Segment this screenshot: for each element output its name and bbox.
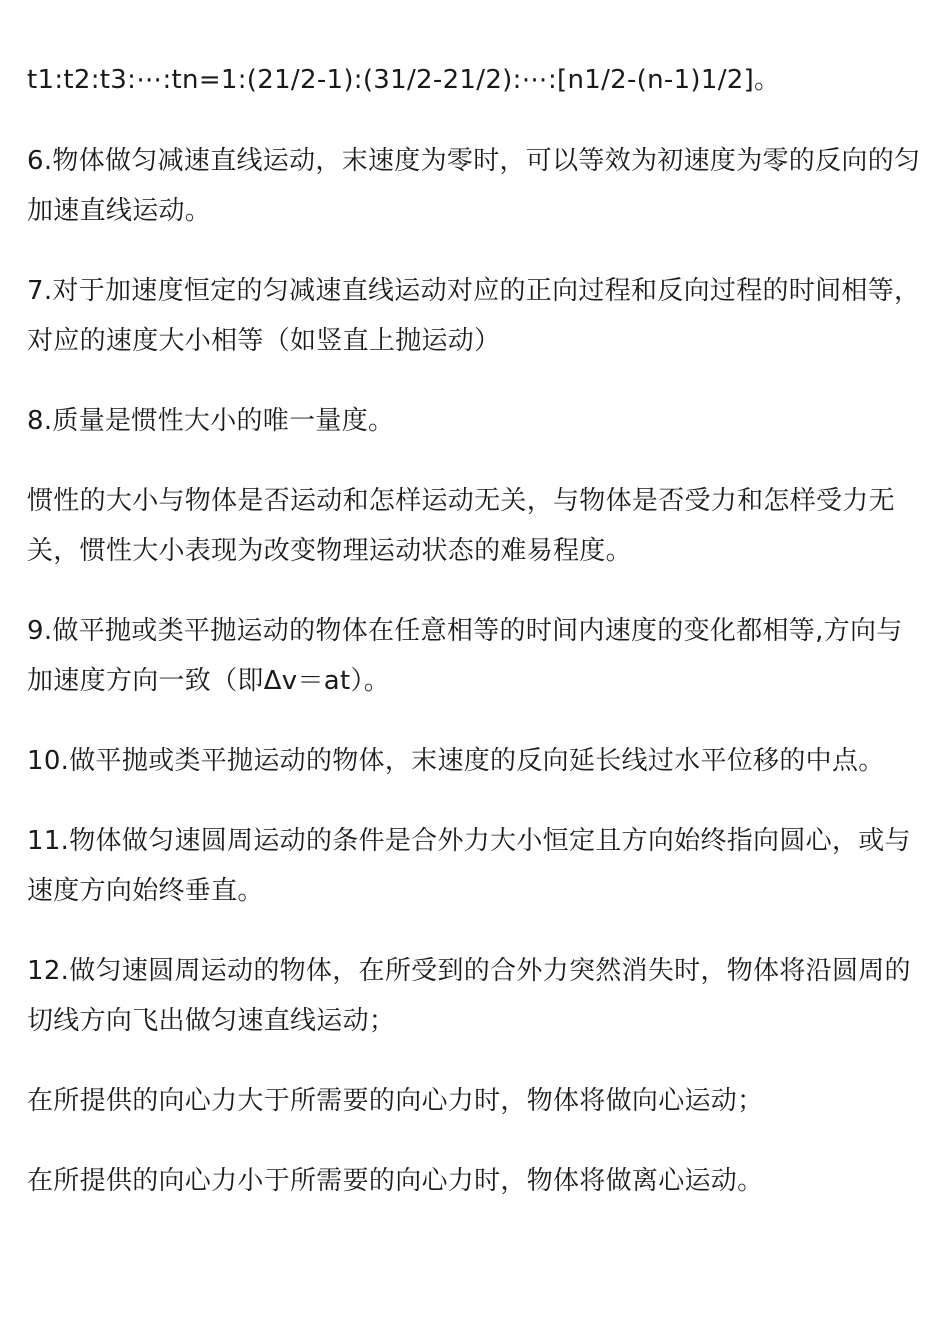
paragraph-9: 9.做平抛或类平抛运动的物体在任意相等的时间内速度的变化都相等,方向与加速度方向一致（即Δv＝at）。 xyxy=(27,616,903,696)
paragraph-7: 7.对于加速度恒定的匀减速直线运动对应的正向过程和反向过程的时间相等，对应的速度大小相等（如竖直上抛运动） xyxy=(27,276,921,356)
paragraph-6: 6.物体做匀减速直线运动，末速度为零时，可以等效为初速度为零的反向的匀加速直线运动。 xyxy=(27,146,921,226)
paragraph-11: 11.物体做匀速圆周运动的条件是合外力大小恒定且方向始终指向圆心，或与速度方向始终垂直。 xyxy=(27,826,911,906)
paragraph-time-ratio: t1:t2:t3:⋯:tn=1:(21/2-1):(31/2-21/2):⋯:[n1/2-(n-1)1/2]。 xyxy=(27,65,781,95)
document-body xyxy=(27,55,923,1236)
paragraph-centrifugal: 在所提供的向心力小于所需要的向心力时，物体将做离心运动。 xyxy=(27,1166,764,1196)
paragraph-10: 10.做平抛或类平抛运动的物体，末速度的反向延长线过水平位移的中点。 xyxy=(27,746,885,776)
paragraph-8: 8.质量是惯性大小的唯一量度。 xyxy=(27,406,395,436)
paragraph-12: 12.做匀速圆周运动的物体，在所受到的合外力突然消失时，物体将沿圆周的切线方向飞出做匀速直线运动； xyxy=(27,956,911,1036)
paragraph-centripetal: 在所提供的向心力大于所需要的向心力时，物体将做向心运动； xyxy=(27,1086,764,1116)
paragraph-inertia: 惯性的大小与物体是否运动和怎样运动无关，与物体是否受力和怎样受力无关，惯性大小表现为改变物理运动状态的难易程度。 xyxy=(27,486,895,566)
